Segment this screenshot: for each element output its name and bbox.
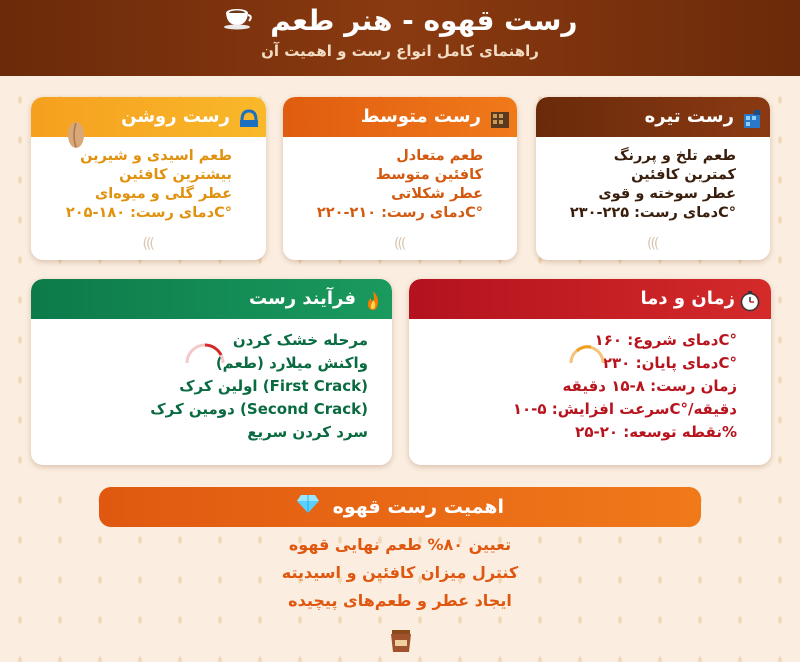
coffee-bean-icon [67,121,85,153]
importance-header [99,487,701,527]
list-item: °Cدمای رست: ۲۱۰-۲۲۰ [316,205,483,221]
list-item: طعم تلخ و پررنگ [613,148,736,164]
roast-process-card [31,279,392,465]
page-title [0,4,800,37]
dark-roast-card [536,97,770,260]
light-roast-icon [238,105,260,127]
dark-roast-list [536,137,770,223]
time-temp-title: زمان و دما [640,288,735,309]
medium-roast-list [283,137,517,223]
gauge-icon [183,333,227,371]
list-item: تعیین ۸۰% طعم نهایی قهوه [288,535,512,554]
heat-waves-icon: ))) [394,236,405,252]
medium-roast-title: رست متوسط [360,106,481,127]
importance-title: اهمیت رست قهوه [332,496,504,518]
list-item: °Cدمای رست: ۲۲۵-۲۳۰ [569,205,736,221]
time-temp-header [409,279,771,319]
list-item: عطر شکلاتی [391,186,483,202]
gauge-icon [567,337,607,371]
light-roast-title: رست روشن [121,106,230,127]
importance-list [99,531,701,615]
list-item: ایجاد عطر و طعم‌های پیچیده [288,591,512,610]
time-temp-card [409,279,771,465]
dark-roast-title: رست تیره [644,106,734,127]
list-item: واکنش میلارد (طعم) [215,354,368,372]
page-header [0,0,800,76]
fire-icon [362,287,384,309]
list-item: بیشترین کافئین [119,167,232,183]
heat-waves-icon: ))) [142,236,153,252]
diamond-icon [296,488,320,528]
light-roast-card [31,97,266,260]
dark-roast-icon [742,105,764,127]
page-title-text: رست قهوه - هنر طعم [270,4,578,37]
list-item: دقیقه/°Cسرعت افزایش: ۵-۱۰ [512,400,737,418]
roast-process-header [31,279,392,319]
medium-roast-card [283,97,517,260]
list-item: زمان رست: ۸-۱۵ دقیقه [562,377,737,395]
heat-waves-icon: ))) [647,236,658,252]
list-item: °Cدمای پایان: ۲۳۰ [602,354,737,372]
list-item: °Cدمای شروع: ۱۶۰ [594,331,737,349]
list-item: طعم متعادل [396,148,483,164]
list-item: طعم اسیدی و شیرین [80,148,232,164]
list-item: °Cدمای رست: ۱۸۰-۲۰۵ [65,205,232,221]
list-item: عطر گلی و میوه‌ای [94,186,232,202]
dark-roast-header [536,97,770,137]
list-item: عطر سوخته و قوی [598,186,736,202]
list-item: سرد کردن سریع [247,423,368,441]
importance-section [99,487,701,627]
list-item: کمترین کافئین [631,167,736,183]
timer-icon [739,287,761,309]
roast-process-title: فرآیند رست [248,288,356,309]
coffee-cup-icon [386,628,416,662]
page-subtitle: راهنمای کامل انواع رست و اهمیت آن [261,42,539,60]
list-item: کافئین متوسط [375,167,483,183]
medium-roast-header [283,97,517,137]
coffee-cup-icon [223,4,253,37]
medium-roast-icon [489,105,511,127]
list-item: %نقطه توسعه: ۲۰-۲۵ [575,423,737,441]
list-item: (First Crack) اولین کرک [179,377,368,395]
list-item: مرحله خشک کردن [232,331,368,349]
list-item: (Second Crack) دومین کرک [150,400,368,418]
list-item: کنترل میزان کافئین و اسیدیته [281,563,519,582]
